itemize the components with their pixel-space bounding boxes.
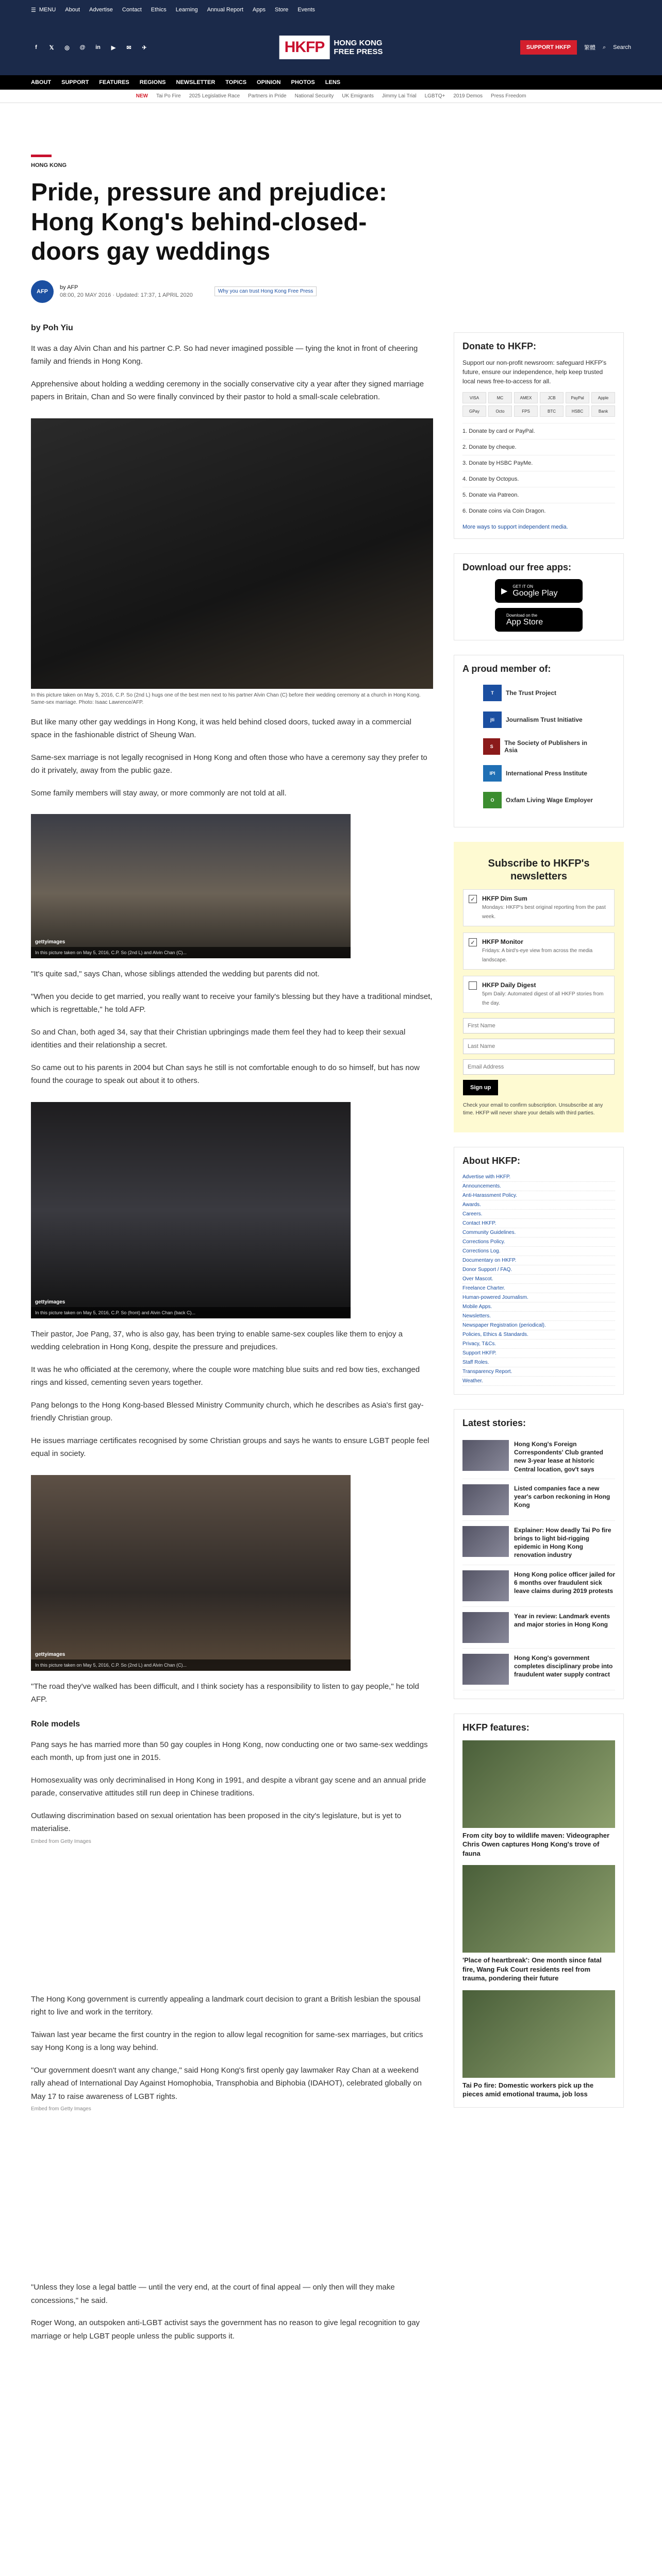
members-title: A proud member of: bbox=[462, 664, 551, 674]
about-link[interactable]: Awards. bbox=[462, 1200, 615, 1210]
photo-caption: In this picture taken on May 5, 2016, C.P. So (2nd L) hugs one of the best men next to his partner Alvin Chan (C) before their wedding ceremony at a church in Hong Kong. Same-sex marriage. Photo: Isaac Lawrence/AFP. bbox=[31, 692, 421, 705]
about-link[interactable]: Corrections Log. bbox=[462, 1247, 615, 1256]
paragraph: Pang says he has married more than 50 gay couples in Hong Kong, now conducting one or two same-sex weddings each month, up from just one in 2015. bbox=[31, 1740, 428, 1762]
feature-image bbox=[462, 1990, 615, 2078]
paragraph: It was a day Alvin Chan and his partner C.P. So had never imagined possible — tying the knot in front of cheering family and friends in Hong Kong. bbox=[31, 344, 418, 366]
telegram-icon[interactable]: ✈ bbox=[142, 44, 147, 51]
getty-logo: gettyimages bbox=[35, 1299, 65, 1305]
about-box bbox=[454, 1147, 624, 1395]
story-thumbnail bbox=[462, 1484, 509, 1515]
paragraph: Outlawing discrimination based on sexual orientation has been proposed in the city's legislature, but is yet to materialise. bbox=[31, 1811, 402, 1834]
about-link[interactable]: Freelance Charter. bbox=[462, 1284, 615, 1293]
paragraph: But like many other gay weddings in Hong Kong, it was held behind closed doors, tucked away in a commercial space in the fashionable district of Sheung Wan. bbox=[31, 717, 411, 740]
feature-title: 'Place of heartbreak': One month since fatal fire, Wang Fuk Court residents reel from trauma, pondering their future bbox=[462, 1956, 602, 1982]
newsletter-footnote: Check your email to confirm subscription. Unsubscribe at any time. HKFP will never share your details with third parties. bbox=[463, 1103, 603, 1116]
paragraph: "Our government doesn't want any change," said Hong Kong's first openly gay lawmaker Ray Chan at a weekend rally ahead of International Day Against Homophobia, Transphobia and Biphobia (IDAHOT), celebrated globally on May 17 to raise awareness of LGBT rights. bbox=[31, 2065, 422, 2101]
members-box bbox=[454, 655, 624, 827]
signup-button[interactable]: Sign up bbox=[463, 1080, 498, 1095]
trending-bar bbox=[0, 90, 662, 103]
paragraph: Roger Wong, an outspoken anti-LGBT activist says the government has no reason to give legal recognition to gay marriage or help LGBT people unless the public supports it. bbox=[31, 2318, 420, 2341]
about-link[interactable]: Privacy, T&Cs. bbox=[462, 1340, 615, 1349]
trending-link[interactable]: 2019 Demos bbox=[453, 93, 483, 99]
top-bar bbox=[0, 0, 662, 20]
search-icon[interactable]: ⌕ bbox=[602, 44, 606, 50]
ipi-icon: IPI bbox=[483, 765, 502, 782]
byline-dates: 08:00, 20 MAY 2016 · Updated: 17:37, 1 APRIL 2020 bbox=[60, 292, 193, 299]
social-links bbox=[31, 42, 150, 53]
member-logo[interactable]: S The Society of Publishers in Asia bbox=[483, 738, 594, 755]
checkbox-icon[interactable] bbox=[469, 981, 477, 990]
instagram-icon[interactable]: ◎ bbox=[64, 44, 70, 51]
newsletter-option[interactable]: HKFP Daily Digest 5pm Daily: Automated digest of all HKFP stories from the day. bbox=[463, 976, 615, 1013]
google-play-icon: ▶ bbox=[501, 587, 508, 596]
category-label[interactable]: HONG KONG bbox=[31, 162, 67, 168]
newsletter-option[interactable]: ✓ HKFP Monitor Fridays: A bird's-eye view from across the media landscape. bbox=[463, 933, 615, 970]
trending-link[interactable]: National Security bbox=[294, 93, 334, 99]
about-link[interactable]: Mobile Apps. bbox=[462, 1302, 615, 1312]
paragraph: Taiwan last year became the first country in the region to allow legal recognition for same-sex marriages, but critics say Hong Kong is a long way behind. bbox=[31, 2030, 423, 2053]
author-avatar: AFP bbox=[31, 280, 54, 303]
latest-story[interactable] bbox=[462, 1649, 615, 1690]
newsletter-box bbox=[454, 842, 624, 1132]
member-logo[interactable]: O Oxfam Living Wage Employer bbox=[483, 792, 594, 808]
fps-icon: FPS bbox=[514, 405, 538, 417]
language-switch[interactable]: 繁體 bbox=[584, 45, 595, 51]
group-photo bbox=[31, 1475, 351, 1671]
about-link[interactable]: Anti-Harassment Policy. bbox=[462, 1191, 615, 1200]
topbar-link-about[interactable]: About bbox=[65, 7, 80, 13]
paragraph: Same-sex marriage is not legally recognised in Hong Kong and often those who have a ceremony say they prefer to do it privately, away from the public gaze. bbox=[31, 753, 427, 775]
donate-option[interactable]: 1. Donate by card or PayPal. bbox=[462, 423, 615, 439]
getty-caption-bar: In this picture taken on May 5, 2016, C.P. So (2nd L) and Alvin Chan (C)... bbox=[31, 947, 351, 958]
first-name-field[interactable] bbox=[463, 1018, 615, 1033]
getty-logo: gettyimages bbox=[35, 939, 65, 945]
empty-embed-space bbox=[31, 2112, 433, 2272]
donate-title: Donate to HKFP: bbox=[462, 341, 536, 351]
trending-link[interactable]: LGBTQ+ bbox=[424, 93, 445, 99]
latest-story[interactable] bbox=[462, 1479, 615, 1521]
search-label[interactable]: Search bbox=[613, 44, 631, 50]
topbar-link-contact[interactable]: Contact bbox=[122, 7, 142, 13]
donate-option[interactable]: 6. Donate coins via Coin Dragon. bbox=[462, 503, 615, 519]
last-name-field[interactable] bbox=[463, 1039, 615, 1054]
jti-icon: jti bbox=[483, 711, 502, 728]
google-pay-icon: GPay bbox=[462, 405, 486, 417]
facebook-icon[interactable]: f bbox=[35, 44, 37, 50]
trending-link[interactable]: 2025 Legislative Race bbox=[189, 93, 240, 99]
nav-photos[interactable]: PHOTOS bbox=[291, 79, 315, 86]
bank-icon: Bank bbox=[591, 405, 615, 417]
support-hkfp-button[interactable]: SUPPORT HKFP bbox=[520, 40, 577, 55]
about-link[interactable]: Donor Support / FAQ. bbox=[462, 1265, 615, 1275]
latest-story[interactable] bbox=[462, 1607, 615, 1649]
nav-regions[interactable]: REGIONS bbox=[139, 79, 166, 86]
twitter-icon[interactable]: 𝕏 bbox=[49, 44, 54, 51]
new-badge: NEW bbox=[136, 93, 148, 99]
about-link[interactable]: Policies, Ethics & Standards. bbox=[462, 1330, 615, 1340]
apps-box bbox=[454, 553, 624, 640]
mastercard-icon: MC bbox=[488, 392, 512, 403]
empty-embed-space bbox=[31, 1844, 433, 1984]
author-name: by Poh Yiu bbox=[31, 323, 73, 332]
trending-link[interactable]: Jimmy Lai Trial bbox=[382, 93, 417, 99]
feature-story[interactable] bbox=[462, 1740, 615, 1858]
paragraph: The Hong Kong government is currently appealing a landmark court decision to grant a British lesbian the spousal right to live and work in the territory. bbox=[31, 1994, 421, 2017]
paragraph: Some family members will stay away, or more commonly are not told at all. bbox=[31, 788, 287, 798]
couple-photo bbox=[31, 1102, 351, 1318]
linkedin-icon[interactable]: in bbox=[95, 44, 101, 50]
getty-embed[interactable] bbox=[31, 1475, 433, 1671]
about-link[interactable]: Corrections Policy. bbox=[462, 1238, 615, 1247]
topbar-link-annual-report[interactable]: Annual Report bbox=[207, 7, 243, 13]
topbar-link-apps[interactable]: Apps bbox=[252, 7, 266, 13]
story-title: Listed companies face a new year's carbon reckoning in Hong Kong bbox=[514, 1484, 610, 1509]
about-link[interactable]: Human-powered Journalism. bbox=[462, 1293, 615, 1302]
paragraph: He issues marriage certificates recognised by some Christian groups and says he wants to ensure LGBT people feel equal in society. bbox=[31, 1436, 429, 1459]
byline-author[interactable]: by AFP bbox=[60, 284, 78, 291]
getty-embed[interactable] bbox=[31, 1102, 433, 1318]
nav-lens[interactable]: LENS bbox=[325, 79, 341, 86]
article-title: Pride, pressure and prejudice: Hong Kong's behind-closed-doors gay weddings bbox=[31, 179, 387, 266]
about-link[interactable]: Newspaper Registration (periodical). bbox=[462, 1321, 615, 1330]
about-link[interactable]: Community Guidelines. bbox=[462, 1228, 615, 1238]
donate-option[interactable]: 3. Donate by HSBC PayMe. bbox=[462, 455, 615, 471]
about-link[interactable]: Over Mascot. bbox=[462, 1275, 615, 1284]
story-thumbnail bbox=[462, 1654, 509, 1685]
jcb-icon: JCB bbox=[540, 392, 564, 403]
bitcoin-icon: BTC bbox=[540, 405, 564, 417]
feature-title: From city boy to wildlife maven: Videographer Chris Owen captures Hong Kong's trove of fauna bbox=[462, 1831, 610, 1857]
donate-text: Support our non-profit newsroom: safeguard HKFP's future, ensure our independence, help keep trusted local news free-to-access for all. bbox=[462, 359, 607, 385]
wedding-hug-photo bbox=[31, 418, 433, 689]
story-title: Hong Kong's Foreign Correspondents' Club granted new 3-year lease at historic Central location, gov't says bbox=[514, 1440, 603, 1473]
hamburger-icon: ☰ bbox=[31, 7, 36, 13]
nav-opinion[interactable]: OPINION bbox=[257, 79, 281, 86]
app-store-button[interactable]: Download on the App Store bbox=[495, 608, 583, 632]
hsbc-icon: HSBC bbox=[566, 405, 589, 417]
nav-support[interactable]: SUPPORT bbox=[61, 79, 89, 86]
paragraph: "It's quite sad," says Chan, whose siblings attended the wedding but parents did not. bbox=[31, 970, 320, 979]
menu-button[interactable]: ☰ MENU bbox=[31, 7, 56, 13]
checkbox-checked-icon[interactable]: ✓ bbox=[469, 895, 477, 903]
trust-link[interactable]: Why you can trust Hong Kong Free Press bbox=[214, 286, 317, 296]
about-link[interactable]: Transparency Report. bbox=[462, 1367, 615, 1377]
getty-logo: gettyimages bbox=[35, 1651, 65, 1657]
story-thumbnail bbox=[462, 1570, 509, 1601]
guests-photo bbox=[31, 814, 351, 958]
paypal-icon: PayPal bbox=[566, 392, 589, 403]
about-link[interactable]: Staff Roles. bbox=[462, 1358, 615, 1367]
features-list bbox=[462, 1740, 615, 2099]
topbar-link-advertise[interactable]: Advertise bbox=[89, 7, 113, 13]
story-thumbnail bbox=[462, 1612, 509, 1643]
payment-cards bbox=[462, 392, 615, 417]
story-title: Hong Kong's government completes disciplinary probe into fraudulent water supply contract bbox=[514, 1654, 613, 1678]
oxfam-icon: O bbox=[483, 792, 502, 808]
feature-title: Tai Po fire: Domestic workers pick up the pieces amid emotional trauma, job loss bbox=[462, 2081, 594, 2098]
trending-link[interactable]: UK Emigrants bbox=[342, 93, 374, 99]
story-title: Year in review: Landmark events and major stories in Hong Kong bbox=[514, 1612, 610, 1628]
article bbox=[31, 103, 433, 2343]
donate-box bbox=[454, 332, 624, 539]
story-title: Hong Kong police officer jailed for 6 months over fraudulent sick leave claims during 2019 protests bbox=[514, 1570, 616, 1595]
sopa-icon: S bbox=[483, 738, 500, 755]
paragraph: "When you decide to get married, you really want to receive your family's blessing but they have a traditional mindset, which is regrettable," he told AFP. bbox=[31, 992, 433, 1014]
about-title: About HKFP: bbox=[462, 1156, 520, 1166]
google-play-button[interactable]: ▶ GET IT ON Google Play bbox=[495, 579, 583, 603]
topbar-link-store[interactable]: Store bbox=[275, 7, 289, 13]
topbar-link-events[interactable]: Events bbox=[297, 7, 315, 13]
more-ways-link[interactable]: More ways to support independent media. bbox=[462, 524, 568, 530]
nav-newsletter[interactable]: NEWSLETTER bbox=[176, 79, 216, 86]
section-heading: Role models bbox=[31, 1719, 80, 1728]
nav-about[interactable]: ABOUT bbox=[31, 79, 52, 86]
apple-pay-icon: Apple bbox=[591, 392, 615, 403]
getty-caption-bar: In this picture taken on May 5, 2016, C.P. So (front) and Alvin Chan (back C)... bbox=[31, 1307, 351, 1318]
paragraph: So came out to his parents in 2004 but Chan says he still is not comfortable enough to do so himself, but has now found the courage to speak out about it to others. bbox=[31, 1063, 420, 1086]
main-nav bbox=[0, 75, 662, 90]
latest-story[interactable] bbox=[462, 1435, 615, 1479]
about-link[interactable]: Contact HKFP. bbox=[462, 1219, 615, 1228]
story-thumbnail bbox=[462, 1440, 509, 1471]
paragraph: Apprehensive about holding a wedding ceremony in the socially conservative city a year after they signed marriage papers in Britain, Chan and So were finally convinced by their pastor to hold a small-scale celebration. bbox=[31, 379, 424, 402]
visa-icon: VISA bbox=[462, 392, 486, 403]
about-link[interactable]: Advertise with HKFP. bbox=[462, 1173, 615, 1182]
about-link[interactable]: Announcements. bbox=[462, 1182, 615, 1191]
about-link[interactable]: Weather. bbox=[462, 1377, 615, 1386]
member-logo[interactable]: T The Trust Project bbox=[483, 685, 594, 701]
latest-story[interactable] bbox=[462, 1565, 615, 1607]
logo-text: HONG KONG FREE PRESS bbox=[334, 38, 383, 56]
youtube-icon[interactable]: ▶ bbox=[111, 44, 116, 51]
donate-options bbox=[462, 423, 615, 519]
paragraph: "Unless they lose a legal battle — until the very end, at the court of final appeal — only then will they make concessions," he said. bbox=[31, 2283, 395, 2305]
email-field[interactable] bbox=[463, 1059, 615, 1075]
nav-topics[interactable]: TOPICS bbox=[225, 79, 247, 86]
donate-option[interactable]: 2. Donate by cheque. bbox=[462, 439, 615, 455]
paragraph: Pang belongs to the Hong Kong-based Blessed Ministry Community church, which he describes as Asia's first gay-friendly Christian group. bbox=[31, 1400, 424, 1423]
site-header bbox=[0, 20, 662, 75]
octopus-icon: Octo bbox=[488, 405, 512, 417]
category-rule bbox=[31, 155, 52, 157]
member-logo[interactable]: jti Journalism Trust Initiative bbox=[483, 711, 594, 728]
about-link[interactable]: Careers. bbox=[462, 1210, 615, 1219]
paragraph: It was he who officiated at the ceremony, where the couple wore matching blue suits and red bow ties, exchanged rings and kissed, cementing seven years together. bbox=[31, 1365, 420, 1387]
email-icon[interactable]: ✉ bbox=[126, 44, 131, 51]
sidebar bbox=[454, 103, 624, 2343]
story-title: Explainer: How deadly Tai Po fire brings to light bid-rigging epidemic in Hong Kong renovation industry bbox=[514, 1526, 611, 1559]
threads-icon[interactable]: @ bbox=[79, 44, 86, 50]
donate-option[interactable]: 4. Donate by Octopus. bbox=[462, 471, 615, 487]
feature-image bbox=[462, 1740, 615, 1828]
byline bbox=[31, 280, 433, 303]
donate-option[interactable]: 5. Donate via Patreon. bbox=[462, 487, 615, 503]
topbar-link-learning[interactable]: Learning bbox=[175, 7, 198, 13]
apps-title: Download our free apps: bbox=[462, 562, 572, 572]
lead-figure bbox=[31, 418, 433, 706]
paragraph: So and Chan, both aged 34, say that their Christian upbringings made them feel they had to keep their sexual identities and their relationship a secret. bbox=[31, 1027, 406, 1050]
latest-story[interactable] bbox=[462, 1521, 615, 1565]
embed-note: Embed from Getty Images bbox=[31, 2106, 91, 2112]
story-thumbnail bbox=[462, 1526, 509, 1557]
getty-embed[interactable] bbox=[31, 814, 433, 958]
getty-caption-bar: In this picture taken on May 5, 2016, C.P. So (2nd L) and Alvin Chan (C)... bbox=[31, 1659, 351, 1671]
features-title: HKFP features: bbox=[462, 1722, 529, 1733]
latest-list bbox=[462, 1435, 615, 1690]
latest-box bbox=[454, 1409, 624, 1699]
feature-image bbox=[462, 1865, 615, 1953]
features-box bbox=[454, 1714, 624, 2108]
latest-title: Latest stories: bbox=[462, 1418, 526, 1428]
member-logo[interactable]: IPI International Press Institute bbox=[483, 765, 594, 782]
embed-note: Embed from Getty Images bbox=[31, 1838, 91, 1844]
trending-link[interactable]: Tai Po Fire bbox=[156, 93, 181, 99]
topbar-link-ethics[interactable]: Ethics bbox=[151, 7, 167, 13]
trending-link[interactable]: Partners in Pride bbox=[248, 93, 287, 99]
about-links bbox=[462, 1173, 615, 1386]
about-link[interactable]: Documentary on HKFP. bbox=[462, 1256, 615, 1265]
amex-icon: AMEX bbox=[514, 392, 538, 403]
paragraph: Their pastor, Joe Pang, 37, who is also gay, has been trying to enable same-sex couples like them to enjoy a wedding celebration in Hong Kong, despite the pressure and prejudices. bbox=[31, 1329, 403, 1352]
trending-link[interactable]: Press Freedom bbox=[491, 93, 526, 99]
feature-story[interactable] bbox=[462, 1865, 615, 1983]
paragraph: Homosexuality was only decriminalised in Hong Kong in 1991, and despite a vibrant gay scene and an annual pride parade, conservative attitudes still run deep in Chinese traditions. bbox=[31, 1775, 426, 1798]
logo-mark: HKFP bbox=[279, 36, 330, 59]
checkbox-checked-icon[interactable]: ✓ bbox=[469, 938, 477, 946]
newsletter-title: Subscribe to HKFP's newsletters bbox=[488, 858, 590, 882]
about-link[interactable]: Newsletters. bbox=[462, 1312, 615, 1321]
newsletter-option[interactable]: ✓ HKFP Dim Sum Mondays: HKFP's best original reporting from the past week. bbox=[463, 889, 615, 926]
trust-project-icon: T bbox=[483, 685, 502, 701]
feature-story[interactable] bbox=[462, 1990, 615, 2099]
paragraph: "The road they've walked has been difficult, and I think society has a responsibility to listen to gay people," he told AFP. bbox=[31, 1682, 419, 1704]
about-link[interactable]: Support HKFP. bbox=[462, 1349, 615, 1358]
nav-features[interactable]: FEATURES bbox=[99, 79, 129, 86]
site-logo[interactable] bbox=[279, 36, 383, 59]
